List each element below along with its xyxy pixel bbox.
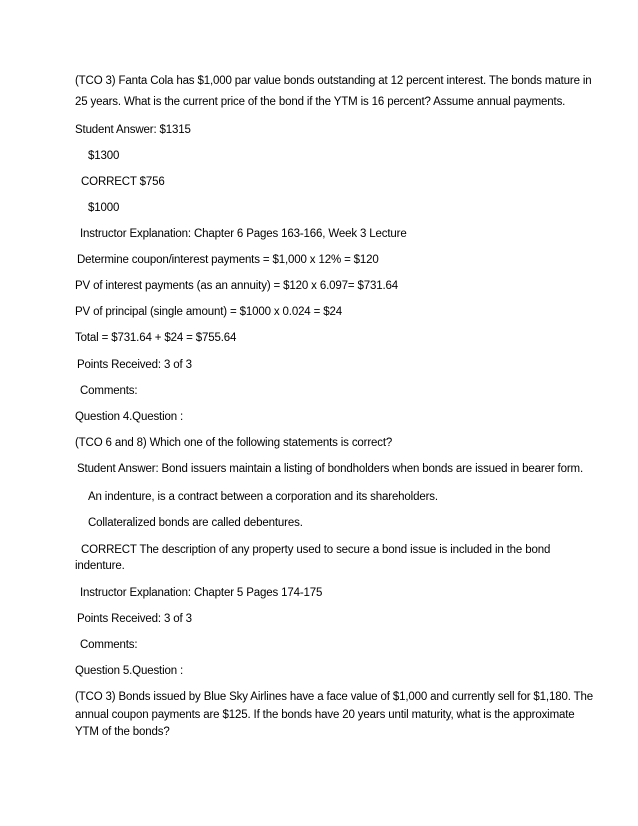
- q4-instructor-explanation: Instructor Explanation: Chapter 5 Pages 174-175: [80, 587, 323, 599]
- q3-explanation-step: PV of interest payments (as an annuity) = $120 x 6.097= $731.64: [75, 280, 398, 292]
- q3-question-line-1: (TCO 3) Fanta Cola has $1,000 par value bonds outstanding at 12 percent interest. The bonds mature in: [75, 75, 592, 87]
- q3-explanation-step: Total = $731.64 + $24 = $755.64: [75, 332, 237, 344]
- q3-explanation-step: Determine coupon/interest payments = $1,000 x 12% = $120: [77, 254, 379, 266]
- q4-points-received: Points Received: 3 of 3: [77, 613, 192, 625]
- q4-student-answer: Student Answer: Bond issuers maintain a listing of bondholders when bonds are issued in bearer form.: [77, 463, 583, 475]
- q5-question-line-2: annual coupon payments are $125. If the bonds have 20 years until maturity, what is the approximate: [75, 709, 575, 721]
- q3-explanation-step: PV of principal (single amount) = $1000 x 0.024 = $24: [75, 306, 342, 318]
- q4-correct-answer-line-2: indenture.: [75, 560, 125, 572]
- q4-answer-option: Collateralized bonds are called debentures.: [88, 517, 303, 529]
- q3-points-received: Points Received: 3 of 3: [77, 359, 192, 371]
- q5-question-line-1: (TCO 3) Bonds issued by Blue Sky Airlines have a face value of $1,000 and currently sell for $1,180. The: [75, 691, 593, 703]
- q3-answer-option: $1000: [88, 202, 120, 214]
- q3-comments: Comments:: [80, 385, 138, 397]
- q3-instructor-explanation: Instructor Explanation: Chapter 6 Pages 163-166, Week 3 Lecture: [80, 228, 407, 240]
- q4-comments: Comments:: [80, 639, 138, 651]
- q3-correct-answer: CORRECT $756: [81, 176, 165, 188]
- q5-heading: Question 5.Question :: [75, 665, 184, 677]
- q4-answer-option: An indenture, is a contract between a corporation and its shareholders.: [88, 491, 438, 503]
- q5-question-line-3: YTM of the bonds?: [75, 726, 170, 738]
- q4-heading: Question 4.Question :: [75, 411, 184, 423]
- q4-question: (TCO 6 and 8) Which one of the following statements is correct?: [75, 437, 393, 449]
- q3-question-line-2: 25 years. What is the current price of the bond if the YTM is 16 percent? Assume annual payments.: [75, 96, 566, 108]
- q3-answer-option: $1300: [88, 150, 120, 162]
- q4-correct-answer-line-1: CORRECT The description of any property used to secure a bond issue is included in the bond: [81, 544, 551, 556]
- q3-student-answer: Student Answer: $1315: [75, 124, 191, 136]
